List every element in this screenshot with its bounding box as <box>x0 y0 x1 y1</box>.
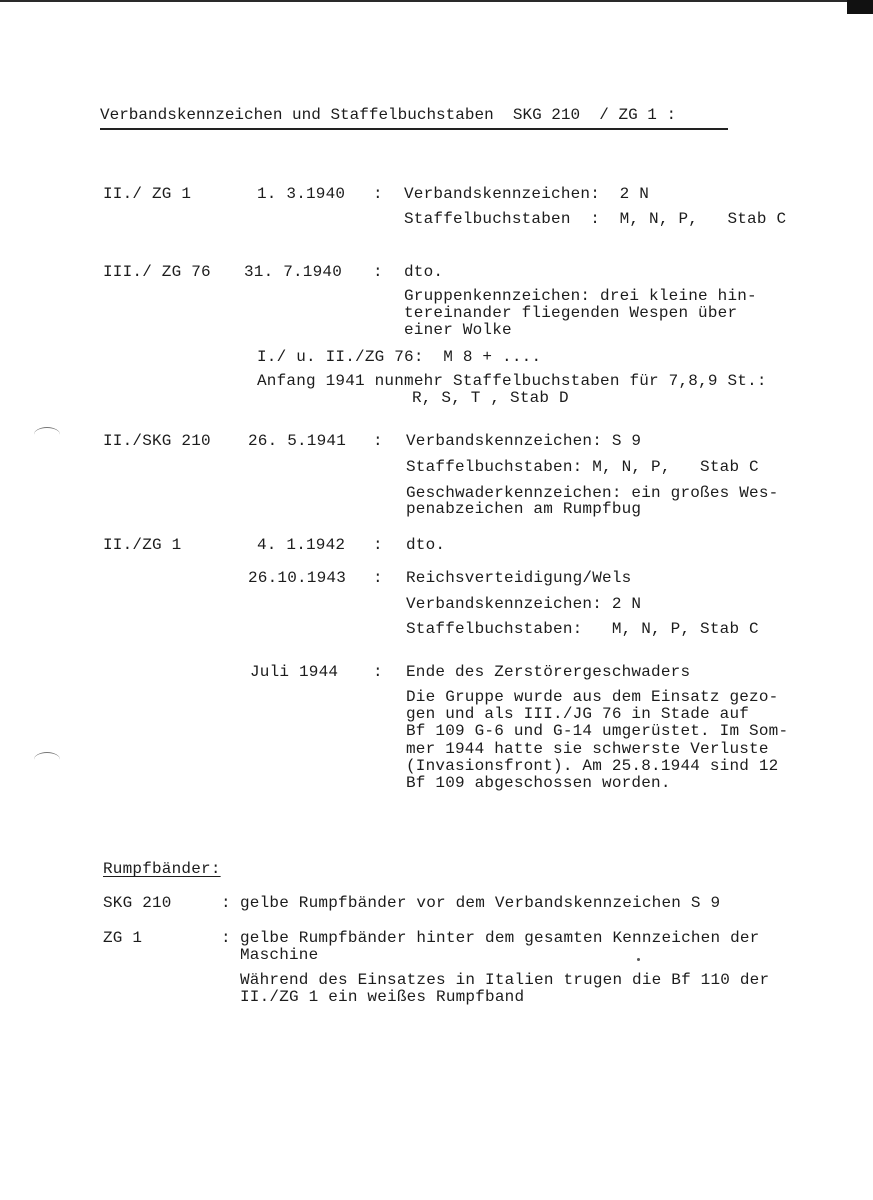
entry-line: Reichsverteidigung/Wels <box>406 569 632 587</box>
section-heading: Rumpfbänder: <box>103 860 221 878</box>
entry-line: mer 1944 hatte sie schwerste Verluste <box>406 740 769 758</box>
colon: : <box>373 263 383 281</box>
entry-line: gen und als III./JG 76 in Stade auf <box>406 705 750 723</box>
entry-line: dto. <box>406 536 446 554</box>
entry-line: Anfang 1941 nunmehr Staffelbuchstaben für 7,8,9 St.: <box>257 372 767 390</box>
ink-speck <box>637 958 640 961</box>
entry-line: Staffelbuchstaben: M, N, P, Stab C <box>406 620 759 638</box>
entry-line: Verbandskennzeichen: S 9 <box>406 432 642 450</box>
colon: : <box>221 929 231 947</box>
entry-line: (Invasionsfront). Am 25.8.1944 sind 12 <box>406 757 779 775</box>
unit-label: SKG 210 <box>103 894 172 912</box>
entry-line: Bf 109 abgeschossen worden. <box>406 774 671 792</box>
unit-label: ZG 1 <box>103 929 143 947</box>
entry-line: Staffelbuchstaben: M, N, P, Stab C <box>406 458 759 476</box>
date: Juli 1944 <box>250 663 339 681</box>
entry-line: tereinander fliegenden Wespen über <box>404 304 738 322</box>
title-underline <box>100 128 728 130</box>
entry-line: Während des Einsatzes in Italien trugen die Bf 110 der <box>240 971 770 989</box>
entry-line: I./ u. II./ZG 76: M 8 + .... <box>257 348 542 366</box>
corner-mark <box>847 0 873 14</box>
page-top-edge <box>0 0 873 2</box>
entry-line: Verbandskennzeichen: 2 N <box>404 185 650 203</box>
date: 1. 3.1940 <box>257 185 346 203</box>
entry-line: II./ZG 1 ein weißes Rumpfband <box>240 988 525 1006</box>
page-title: Verbandskennzeichen und Staffelbuchstaben SKG 210 / ZG 1 : <box>100 106 677 124</box>
colon: : <box>373 185 383 203</box>
entry-line: dto. <box>404 263 444 281</box>
punch-hole-mark <box>34 427 60 442</box>
entry-line: Maschine <box>240 946 319 964</box>
date: 31. 7.1940 <box>244 263 343 281</box>
entry-line: Geschwaderkennzeichen: ein großes Wes- <box>406 484 779 502</box>
entry-line: Bf 109 G-6 und G-14 umgerüstet. Im Som- <box>406 722 789 740</box>
colon: : <box>373 569 383 587</box>
entry-line: Ende des Zerstörergeschwaders <box>406 663 691 681</box>
date: 4. 1.1942 <box>257 536 346 554</box>
entry-line: gelbe Rumpfbänder vor dem Verbandskennzeichen S 9 <box>240 894 721 912</box>
colon: : <box>221 894 231 912</box>
entry-line: Gruppenkennzeichen: drei kleine hin- <box>404 287 757 305</box>
unit-label: II./SKG 210 <box>103 432 211 450</box>
entry-line: Verbandskennzeichen: 2 N <box>406 595 642 613</box>
entry-line: Die Gruppe wurde aus dem Einsatz gezo- <box>406 688 779 706</box>
entry-line: R, S, T , Stab D <box>412 389 569 407</box>
entry-line: gelbe Rumpfbänder hinter dem gesamten Kennzeichen der <box>240 929 760 947</box>
colon: : <box>373 432 383 450</box>
punch-hole-mark <box>34 752 60 767</box>
entry-line: einer Wolke <box>404 321 512 339</box>
entry-line: Staffelbuchstaben : M, N, P, Stab C <box>404 210 787 228</box>
unit-label: III./ ZG 76 <box>103 263 211 281</box>
unit-label: II./ZG 1 <box>103 536 182 554</box>
colon: : <box>373 536 383 554</box>
date: 26.10.1943 <box>248 569 347 587</box>
entry-line: penabzeichen am Rumpfbug <box>406 500 642 518</box>
unit-label: II./ ZG 1 <box>103 185 192 203</box>
date: 26. 5.1941 <box>248 432 347 450</box>
colon: : <box>373 663 383 681</box>
